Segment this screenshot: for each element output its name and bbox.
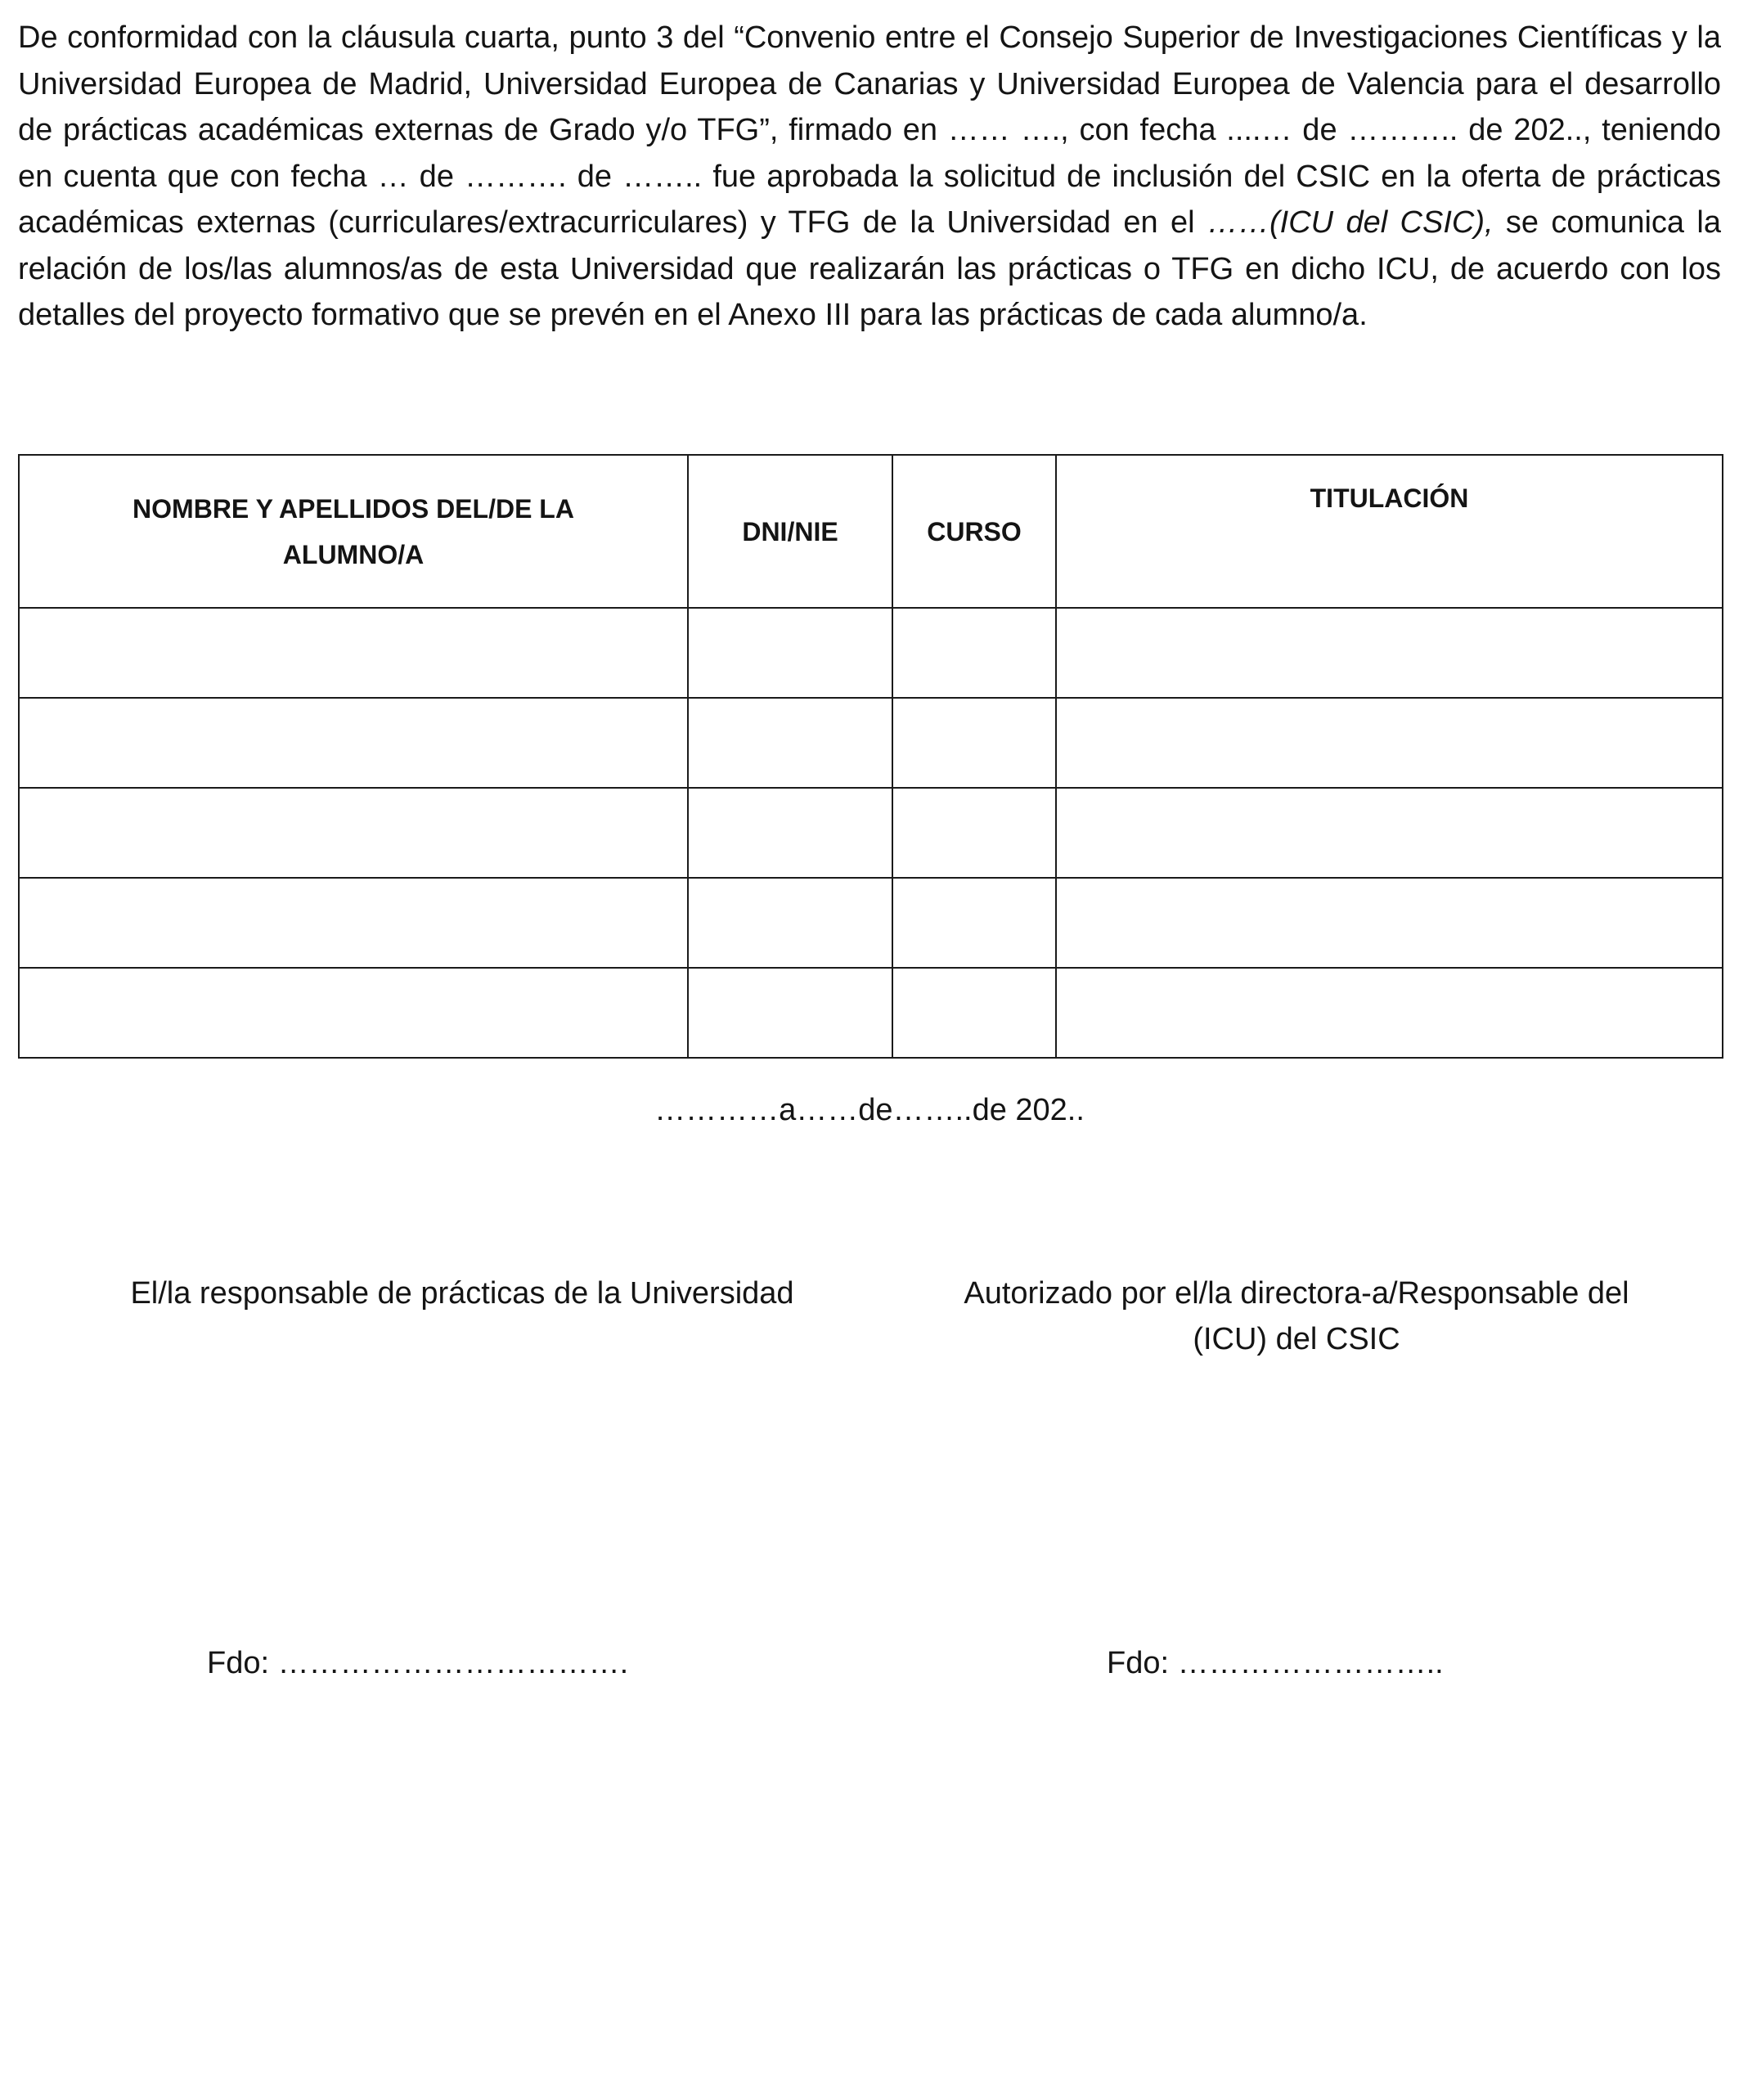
header-curso: CURSO [892, 455, 1056, 608]
place-date-line: …………a……de……..de 202.. [654, 1093, 1085, 1127]
cell-titulacion[interactable] [1056, 878, 1723, 968]
cell-nombre[interactable] [19, 608, 688, 698]
intro-paragraph [18, 15, 1721, 339]
cell-dni[interactable] [688, 968, 892, 1058]
intro-text-end: se comunica la relación de los/las alumnos/as de esta Universidad que realizarán las prácticas o TFG en dicho ICU, de acuerdo con los detalles del proyecto formativo que se prevén en el Anexo III para las prácticas de cada alumno/a. [18, 205, 1722, 332]
table-row [19, 968, 1723, 1058]
students-table [18, 454, 1723, 1059]
cell-dni[interactable] [688, 698, 892, 788]
cell-nombre[interactable] [19, 968, 688, 1058]
header-nombre [19, 455, 688, 608]
table-row [19, 698, 1723, 788]
signature-label-csic-line1: Autorizado por el/la directora-a/Responsable del [964, 1276, 1629, 1311]
table-row [19, 788, 1723, 878]
cell-titulacion[interactable] [1056, 788, 1723, 878]
cell-titulacion[interactable] [1056, 608, 1723, 698]
cell-curso[interactable] [892, 788, 1056, 878]
intro-icu-placeholder: ……(ICU del CSIC), [1207, 205, 1494, 240]
table-row [19, 878, 1723, 968]
table-header-row [19, 455, 1723, 608]
signature-label-university: El/la responsable de prácticas de la Universidad [130, 1276, 794, 1311]
table-row [19, 608, 1723, 698]
cell-nombre[interactable] [19, 878, 688, 968]
cell-curso[interactable] [892, 608, 1056, 698]
signature-field-university[interactable]: Fdo: ……………………………. [207, 1646, 629, 1680]
cell-dni[interactable] [688, 788, 892, 878]
signature-field-csic[interactable]: Fdo: …………………….. [1107, 1646, 1444, 1680]
cell-titulacion[interactable] [1056, 968, 1723, 1058]
header-dni: DNI/NIE [688, 455, 892, 608]
signature-label-csic [900, 1270, 1693, 1362]
cell-dni[interactable] [688, 878, 892, 968]
header-titulacion: TITULACIÓN [1056, 455, 1723, 608]
cell-curso[interactable] [892, 878, 1056, 968]
header-nombre-line1: NOMBRE Y APELLIDOS DEL/DE LA [133, 493, 574, 524]
header-nombre-line2: ALUMNO/A [282, 539, 425, 569]
cell-curso[interactable] [892, 968, 1056, 1058]
cell-dni[interactable] [688, 608, 892, 698]
cell-titulacion[interactable] [1056, 698, 1723, 788]
intro-text: De conformidad con la cláusula cuarta, punto 3 del “Convenio entre el Consejo Superior de Investigaciones Científicas y la Universidad Europea de Madrid, Universidad Europea de Canarias y Universidad Europea de Valencia para el desarrollo de prácticas académicas externas de Grado y/o TFG”, firmado en …… …., con fecha ....… de ……….. de 202.., teniendo en cuenta que con fecha … de ………. de …….. fue aprobada la solicitud de inclusión del CSIC en la oferta de prácticas académicas externas (curriculares/extracurriculares) y TFG de la Universidad en el [18, 20, 1721, 240]
cell-nombre[interactable] [19, 698, 688, 788]
cell-curso[interactable] [892, 698, 1056, 788]
cell-nombre[interactable] [19, 788, 688, 878]
signature-label-csic-line2: (ICU) del CSIC [1193, 1322, 1400, 1356]
